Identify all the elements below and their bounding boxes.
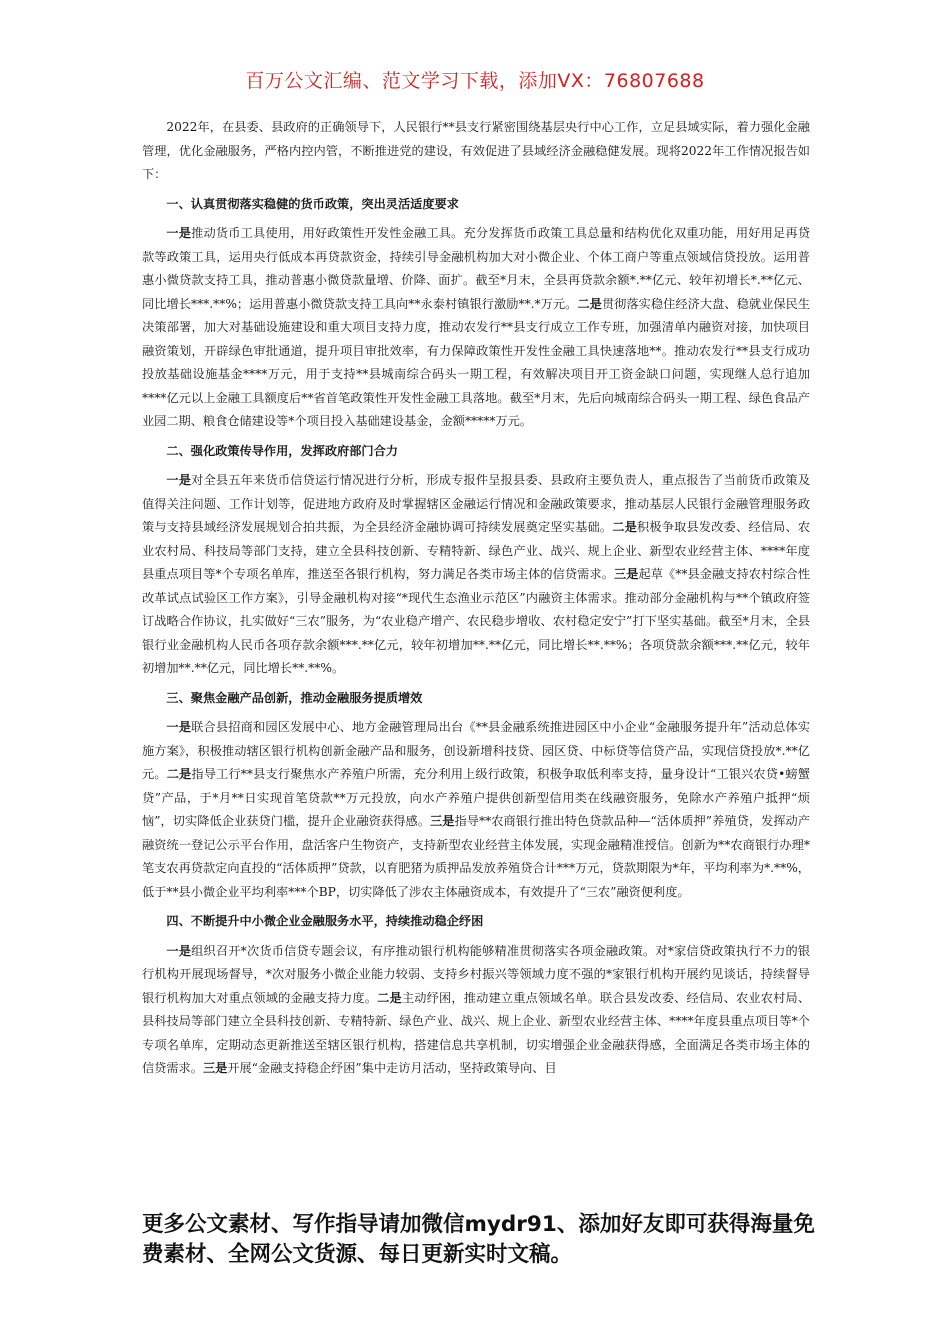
report-body: [142, 116, 810, 1081]
section-1-paragraph: 一是推动货币工具使用，用好政策性开发性金融工具。充分发挥货币政策工具总量和结构优化双重功能，用好用足再贷款等政策工具，运用央行低成本再贷款资金，持续引导金融机构加大对小微企业、个体工商户等重点领域信贷投放。运用普惠小微贷款支持工具，推动普惠小微贷款量增、价降、面扩。截至*月末，全县再贷款余额*.**亿元、较年初增长*.**亿元、同比增长***.**%；运用普惠小微贷款支持工具向**永泰村镇银行激励**.*万元。二是贯彻落实稳住经济大盘、稳就业保民生决策部署，加大对基础设施建设和重大项目支持力度，推动农发行**县支行成立工作专班，加强清单内融资对接，加快项目融资策划，开辟绿色审批通道，提升项目审批效率，有力保障政策性开发性金融工具快速落地**。推动农发行**县支行成功投放基础设施基金****万元，用于支持**县城南综合码头一期工程，有效解决项目开工资金缺口问题，实现继人总行追加****亿元以上金融工具额度后**省首笔政策性开发性金融工具落地。截至*月末，先后向城南综合码头一期工程、绿色食品产业园二期、粮食仓储建设等*个项目投入基础建设基金，金额*****万元。: [142, 226, 811, 428]
section-3-heading: 三、聚焦金融产品创新，推动金融服务提质增效: [166, 690, 423, 705]
footer-banner: 更多公文素材、写作指导请加微信mydr91、添加好友即可获得海量免费素材、全网公文货源、每日更新实时文稿。: [142, 1212, 815, 1267]
section-2-paragraph: 一是对全县五年来货币信贷运行情况进行分析，形成专报件呈报县委、县政府主要负责人，重点报告了当前货币政策及值得关注问题、工作计划等，促进地方政府及时掌握辖区金融运行情况和金融政策要求，推动基层人民银行金融管理服务政策与支持县域经济发展规划合拍共振，为全县经济金融协调可持续发展奠定坚实基础。二是积极争取县发改委、经信局、农业农村局、科技局等部门支持，建立全县科技创新、专精特新、绿色产业、战兴、规上企业、新型农业经营主体、****年度县重点项目等*个专项名单库，推送至各银行机构，努力满足各类市场主体的信贷需求。三是起草《**县金融支持农村综合性改革试点试验区工作方案》，引导金融机构对接“*现代生态渔业示范区”内融资主体需求。推动部分金融机构与**个镇政府签订战略合作协议，扎实做好“三农”服务，为“农业稳产增产、农民稳步增收、农村稳定安宁”打下坚实基础。截至*月末，全县银行业金融机构人民币各项存款余额***.**亿元，较年初增加**.**亿元，同比增长**.**%；各项贷款余额***.**亿元，较年初增加**.**亿元，同比增长**.**%。: [142, 473, 811, 675]
section-2-heading: 二、强化政策传导作用，发挥政府部门合力: [166, 443, 398, 458]
section-4-heading: 四、不断提升中小微企业金融服务水平，持续推动稳企纾困: [166, 914, 484, 928]
intro-paragraph: 2022年，在县委、县政府的正确领导下，人民银行**县支行紧密围绕基层央行中心工作，立足县域实际，着力强化金融管理，优化金融服务，严格内控内管，不断推进党的建设，有效促进了县域经济金融稳健发展。现将2022年工作情况报告如下：: [142, 120, 810, 181]
section-1-heading: 一、认真贯彻落实稳健的货币政策，突出灵活适度要求: [166, 196, 459, 211]
header-banner: 百万公文汇编、范文学习下载，添加VX：76807688: [245, 70, 705, 92]
section-3-paragraph: 一是联合县招商和园区发展中心、地方金融管理局出台《**县金融系统推进园区中小企业“金融服务提升年”活动总体实施方案》，积极推动辖区银行机构创新金融产品和服务，创设新增科技贷、园区贷、中标贷等信贷产品，实现信贷投放*.**亿元。二是指导工行**县支行聚焦水产养殖户所需，充分利用上级行政策，积极争取低利率支持，量身设计“工银兴农贷•螃蟹贷”产品，于*月**日实现首笔贷款**万元投放，向水产养殖户提供创新型信用类在线融资服务，免除水产养殖户抵押“烦恼”，切实降低企业获贷门槛，提升企业融资获得感。三是指导**农商银行推出特色贷款品种—“活体质押”养殖贷，发挥动产融资统一登记公示平台作用，盘活客户生物资产，支持新型农业经营主体发展，实现金融精准授信。创新为**农商银行办理*笔支农再贷款定向直投的“活体质押”贷款，以育肥猪为质押品发放养殖贷合计***万元，贷款期限为*年，平均利率为*.**%，低于**县小微企业平均利率***个BP，切实降低了涉农主体融资成本，有效提升了“三农”融资便利度。: [142, 720, 811, 899]
section-4-paragraph: 一是组织召开*次货币信贷专题会议，有序推动银行机构能够精准贯彻落实各项金融政策。对*家信贷政策执行不力的银行机构开展现场督导，*次对服务小微企业能力较弱、支持乡村振兴等领域力度不强的*家银行机构开展约见谈话，持续督导银行机构加大对重点领域的金融支持力度。二是主动纾困，推动建立重点领域名单。联合县发改委、经信局、农业农村局、县科技局等部门建立全县科技创新、专精特新、绿色产业、战兴、规上企业、新型农业经营主体、****年度县重点项目等*个专项名单库，定期动态更新推送至辖区银行机构，搭建信息共享机制，切实增强企业金融获得感，全面满足各类市场主体的信贷需求。三是开展“金融支持稳企纾困”集中走访月活动，坚持政策导向、目: [142, 943, 811, 1075]
